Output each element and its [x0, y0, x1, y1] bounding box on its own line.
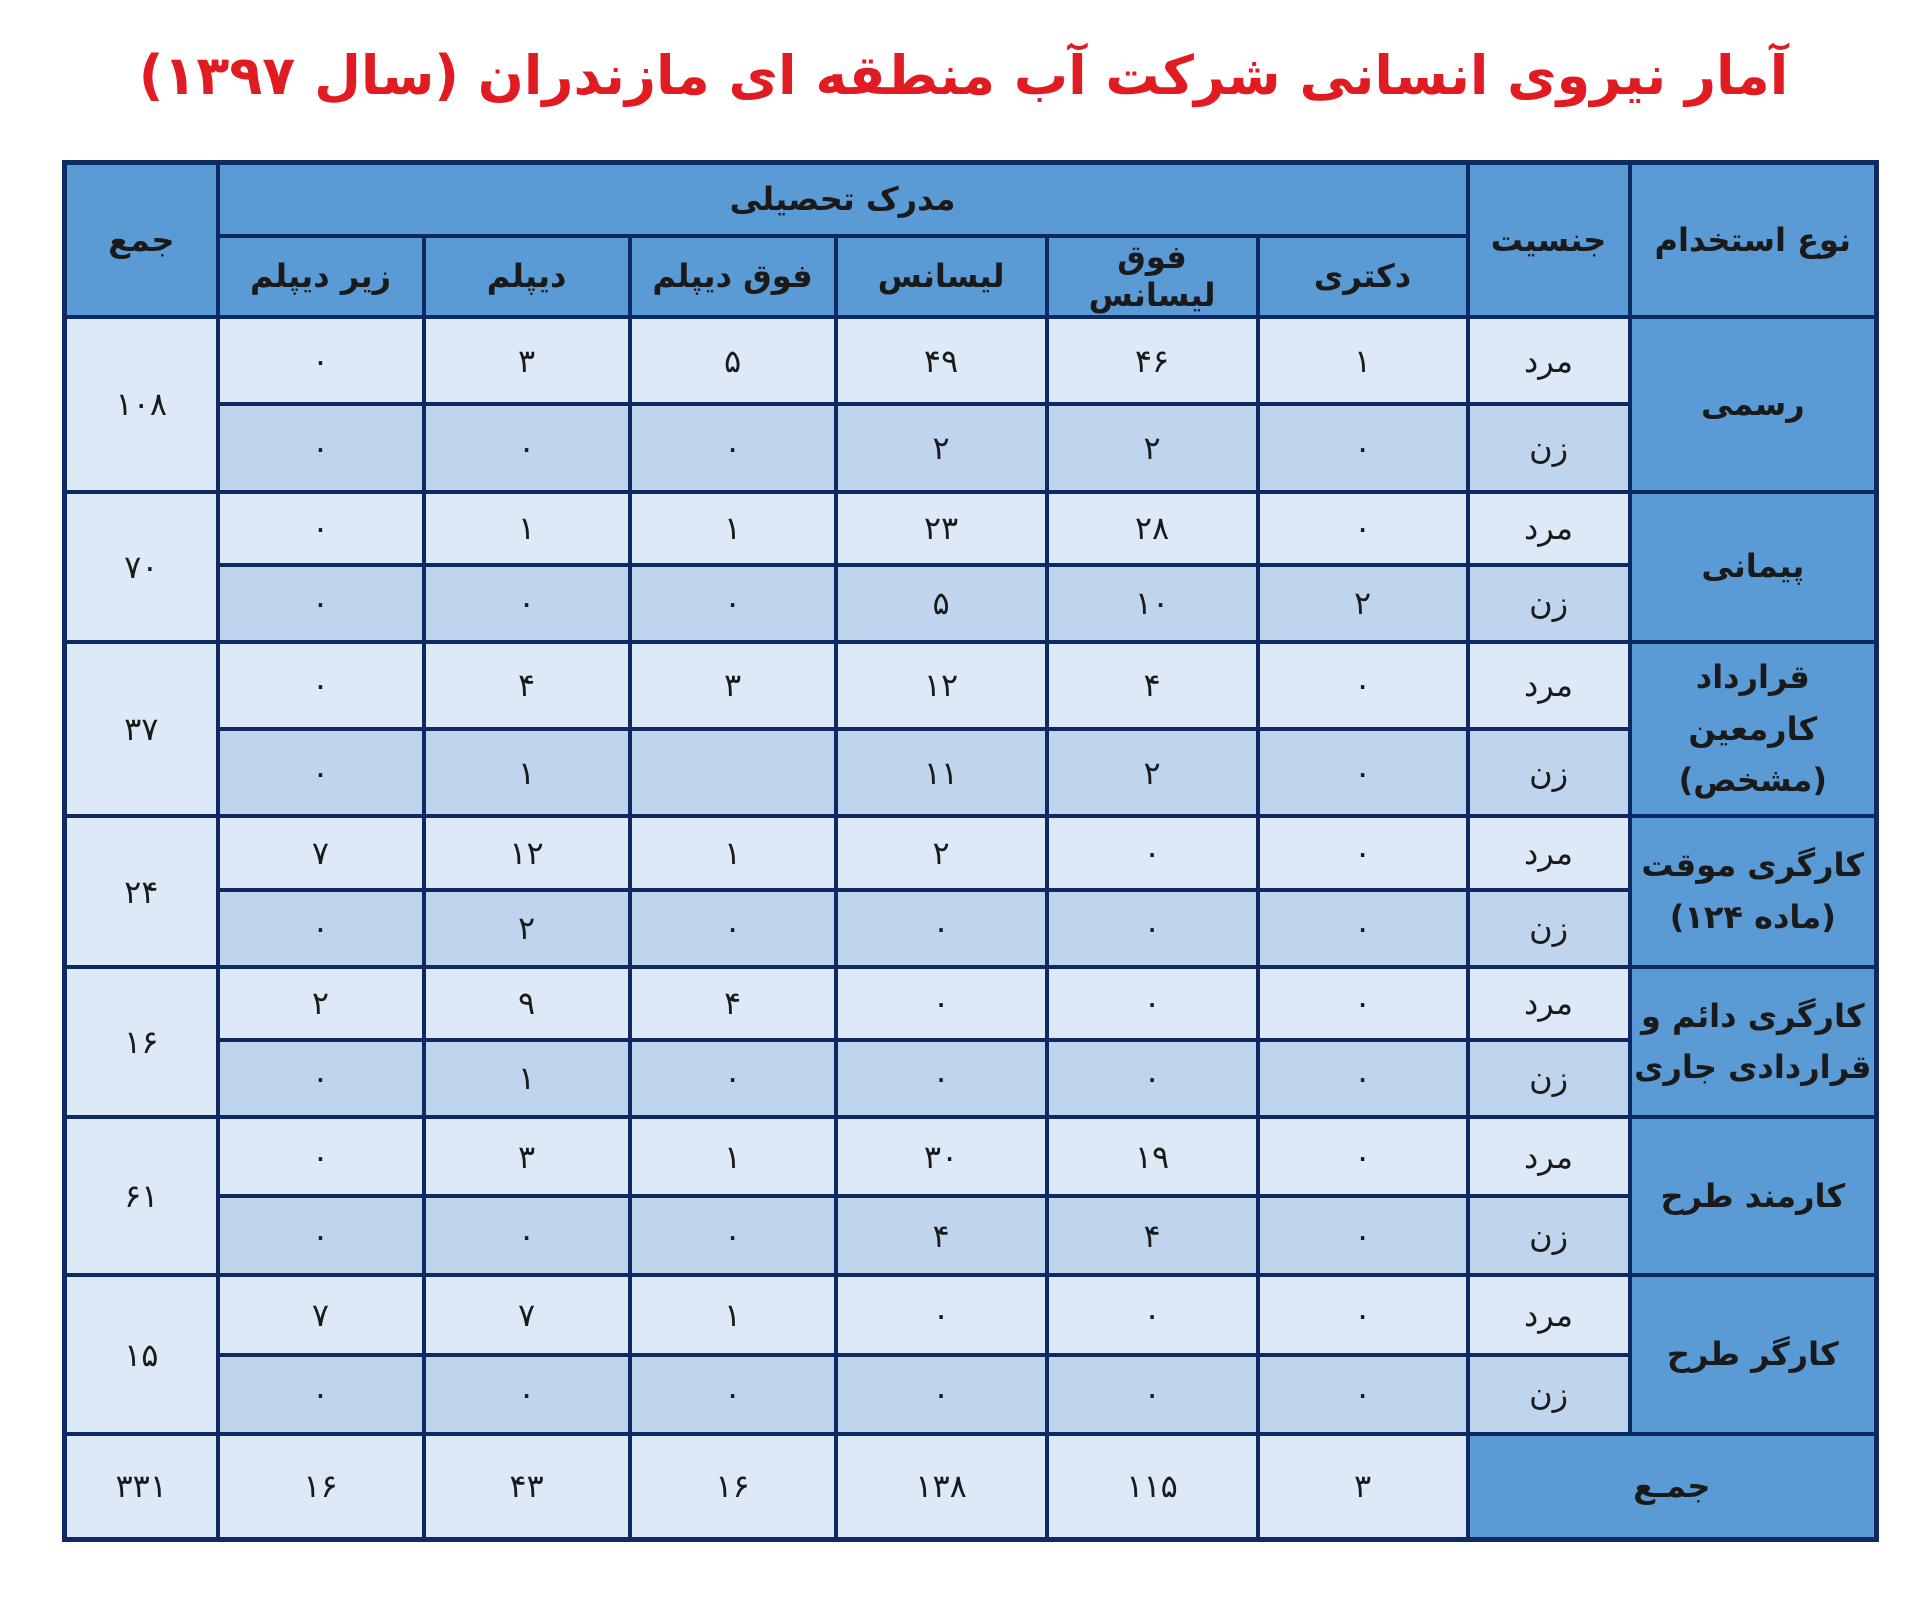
employment-type-label: قرارداد کارمعین: [1688, 658, 1818, 748]
employment-type-label: (ماده ۱۲۴): [1669, 897, 1836, 936]
employment-type-label: پیمانی: [1701, 547, 1805, 586]
grand-total-cell: ۳: [1258, 1434, 1468, 1540]
count-cell: ۰: [630, 565, 836, 642]
count-cell: ۳: [630, 642, 836, 729]
group-total-cell: ۲۴: [65, 816, 218, 966]
count-cell: ۷: [218, 1275, 424, 1354]
count-cell: ۰: [1258, 404, 1468, 491]
count-cell: ۱: [630, 1117, 836, 1196]
table-row: [65, 729, 1877, 816]
employment-type-label: رسمی: [1700, 384, 1805, 423]
employment-type-cell: [1630, 492, 1877, 642]
count-cell: ۰: [424, 565, 630, 642]
count-cell: ۰: [1047, 890, 1258, 967]
header-degree: دکتری: [1258, 236, 1468, 317]
table-row: [65, 317, 1877, 404]
count-cell: ۰: [630, 890, 836, 967]
count-cell: ۷: [218, 816, 424, 889]
count-cell: ۰: [1047, 816, 1258, 889]
grand-total-cell: ۱۱۵: [1047, 1434, 1258, 1540]
table-row: [65, 1275, 1877, 1354]
count-cell: ۴: [836, 1196, 1047, 1275]
count-cell: ۲: [836, 404, 1047, 491]
header-education: مدرک تحصیلی: [218, 163, 1468, 236]
count-cell: ۱: [630, 492, 836, 565]
gender-cell: مرد: [1468, 1117, 1630, 1196]
table-row: [65, 816, 1877, 889]
count-cell: ۱۲: [424, 816, 630, 889]
gender-cell: مرد: [1468, 967, 1630, 1040]
count-cell: ۰: [218, 1117, 424, 1196]
gender-cell: زن: [1468, 1040, 1630, 1117]
count-cell: ۰: [218, 729, 424, 816]
count-cell: ۰: [1258, 729, 1468, 816]
grand-total-sum: ۳۳۱: [65, 1434, 218, 1540]
count-cell: ۰: [218, 1196, 424, 1275]
count-cell: ۰: [630, 1355, 836, 1434]
count-cell: ۳۰: [836, 1117, 1047, 1196]
employment-type-label: قراردادی جاری: [1634, 1047, 1872, 1086]
header-gender: جنسیت: [1468, 163, 1630, 317]
grand-total-cell: ۴۳: [424, 1434, 630, 1540]
count-cell: ۵: [630, 317, 836, 404]
count-cell: ۴۹: [836, 317, 1047, 404]
count-cell: ۲: [424, 890, 630, 967]
header-total: جمع: [65, 163, 218, 317]
count-cell: ۰: [1258, 890, 1468, 967]
header-degree: زیر دیپلم: [218, 236, 424, 317]
grand-total-cell: ۱۳۸: [836, 1434, 1047, 1540]
grand-total-label: جمـع: [1468, 1434, 1877, 1540]
count-cell: ۰: [218, 1040, 424, 1117]
header-degree: فوق لیسانس: [1047, 236, 1258, 317]
count-cell: ۰: [218, 492, 424, 565]
count-cell: ۳: [424, 1117, 630, 1196]
table-row: [65, 492, 1877, 565]
count-cell: ۰: [836, 890, 1047, 967]
count-cell: ۰: [1258, 1196, 1468, 1275]
count-cell: ۷: [424, 1275, 630, 1354]
gender-cell: زن: [1468, 565, 1630, 642]
count-cell: ۲: [218, 967, 424, 1040]
count-cell: ۱: [424, 729, 630, 816]
count-cell: ۰: [1047, 1275, 1258, 1354]
manpower-table: [62, 160, 1879, 1542]
count-cell: ۴: [1047, 1196, 1258, 1275]
gender-cell: زن: [1468, 890, 1630, 967]
employment-type-label: کارگر طرح: [1666, 1335, 1839, 1374]
count-cell: ۴: [424, 642, 630, 729]
count-cell: ۰: [424, 1355, 630, 1434]
grand-total-row: [65, 1434, 1877, 1540]
count-cell: ۰: [1047, 1040, 1258, 1117]
count-cell: ۰: [836, 1355, 1047, 1434]
table-row: [65, 404, 1877, 491]
table-row: [65, 1196, 1877, 1275]
group-total-cell: ۱۶: [65, 967, 218, 1117]
employment-type-label: (مشخص): [1678, 760, 1827, 799]
count-cell: ۱: [1258, 317, 1468, 404]
gender-cell: زن: [1468, 404, 1630, 491]
grand-total-cell: ۱۶: [218, 1434, 424, 1540]
count-cell: ۰: [630, 1196, 836, 1275]
count-cell: ۳: [424, 317, 630, 404]
count-cell: ۱: [424, 492, 630, 565]
gender-cell: زن: [1468, 1355, 1630, 1434]
count-cell: ۰: [424, 1196, 630, 1275]
count-cell: ۰: [836, 967, 1047, 1040]
table-row: [65, 967, 1877, 1040]
count-cell: ۰: [836, 1040, 1047, 1117]
employment-type-label: کارگری دائم و: [1641, 996, 1865, 1035]
count-cell: ۲۳: [836, 492, 1047, 565]
count-cell: ۴۶: [1047, 317, 1258, 404]
count-cell: ۵: [836, 565, 1047, 642]
count-cell: ۰: [1258, 1355, 1468, 1434]
count-cell: ۰: [424, 404, 630, 491]
count-cell: [630, 729, 836, 816]
header-row-1: [65, 163, 1877, 236]
count-cell: ۰: [1258, 492, 1468, 565]
count-cell: ۰: [1047, 967, 1258, 1040]
count-cell: ۰: [630, 1040, 836, 1117]
count-cell: ۰: [1047, 1355, 1258, 1434]
header-degree: لیسانس: [836, 236, 1047, 317]
group-total-cell: ۷۰: [65, 492, 218, 642]
group-total-cell: ۱۵: [65, 1275, 218, 1433]
header-degree: فوق دیپلم: [630, 236, 836, 317]
employment-type-cell: [1630, 317, 1877, 492]
count-cell: ۰: [1258, 1275, 1468, 1354]
count-cell: ۰: [1258, 1040, 1468, 1117]
count-cell: ۰: [1258, 967, 1468, 1040]
count-cell: ۰: [218, 404, 424, 491]
count-cell: ۲: [836, 816, 1047, 889]
count-cell: ۹: [424, 967, 630, 1040]
count-cell: ۱۲: [836, 642, 1047, 729]
count-cell: ۰: [630, 404, 836, 491]
page-title: آمار نیروی انسانی شرکت آب منطقه ای مازندران (سال ۱۳۹۷): [138, 44, 1789, 107]
employment-type-cell: [1630, 1117, 1877, 1275]
count-cell: ۰: [836, 1275, 1047, 1354]
count-cell: ۰: [218, 1355, 424, 1434]
count-cell: ۰: [218, 317, 424, 404]
count-cell: ۱: [630, 1275, 836, 1354]
count-cell: ۲۸: [1047, 492, 1258, 565]
employment-type-cell: [1630, 816, 1877, 966]
group-total-cell: ۳۷: [65, 642, 218, 817]
count-cell: ۱۱: [836, 729, 1047, 816]
employment-type-cell: [1630, 642, 1877, 817]
employment-type-label: کارمند طرح: [1660, 1176, 1846, 1215]
count-cell: ۰: [218, 565, 424, 642]
count-cell: ۴: [630, 967, 836, 1040]
employment-type-label: کارگری موقت: [1641, 846, 1865, 885]
gender-cell: مرد: [1468, 317, 1630, 404]
employment-type-cell: [1630, 1275, 1877, 1433]
employment-type-cell: [1630, 967, 1877, 1117]
count-cell: ۰: [1258, 1117, 1468, 1196]
count-cell: ۲: [1258, 565, 1468, 642]
gender-cell: زن: [1468, 1196, 1630, 1275]
count-cell: ۱: [630, 816, 836, 889]
group-total-cell: ۶۱: [65, 1117, 218, 1275]
gender-cell: زن: [1468, 729, 1630, 816]
header-employment-type: نوع استخدام: [1630, 163, 1877, 317]
table-row: [65, 642, 1877, 729]
grand-total-cell: ۱۶: [630, 1434, 836, 1540]
count-cell: ۰: [1258, 642, 1468, 729]
gender-cell: مرد: [1468, 642, 1630, 729]
table-row: [65, 1355, 1877, 1434]
gender-cell: مرد: [1468, 492, 1630, 565]
count-cell: ۱۰: [1047, 565, 1258, 642]
gender-cell: مرد: [1468, 816, 1630, 889]
table-row: [65, 565, 1877, 642]
count-cell: ۰: [218, 890, 424, 967]
count-cell: ۱۹: [1047, 1117, 1258, 1196]
group-total-cell: ۱۰۸: [65, 317, 218, 492]
header-degree: دیپلم: [424, 236, 630, 317]
table-row: [65, 1040, 1877, 1117]
count-cell: ۲: [1047, 729, 1258, 816]
table-row: [65, 1117, 1877, 1196]
count-cell: ۱: [424, 1040, 630, 1117]
count-cell: ۰: [218, 642, 424, 729]
count-cell: ۴: [1047, 642, 1258, 729]
count-cell: ۰: [1258, 816, 1468, 889]
table-row: [65, 890, 1877, 967]
gender-cell: مرد: [1468, 1275, 1630, 1354]
count-cell: ۲: [1047, 404, 1258, 491]
